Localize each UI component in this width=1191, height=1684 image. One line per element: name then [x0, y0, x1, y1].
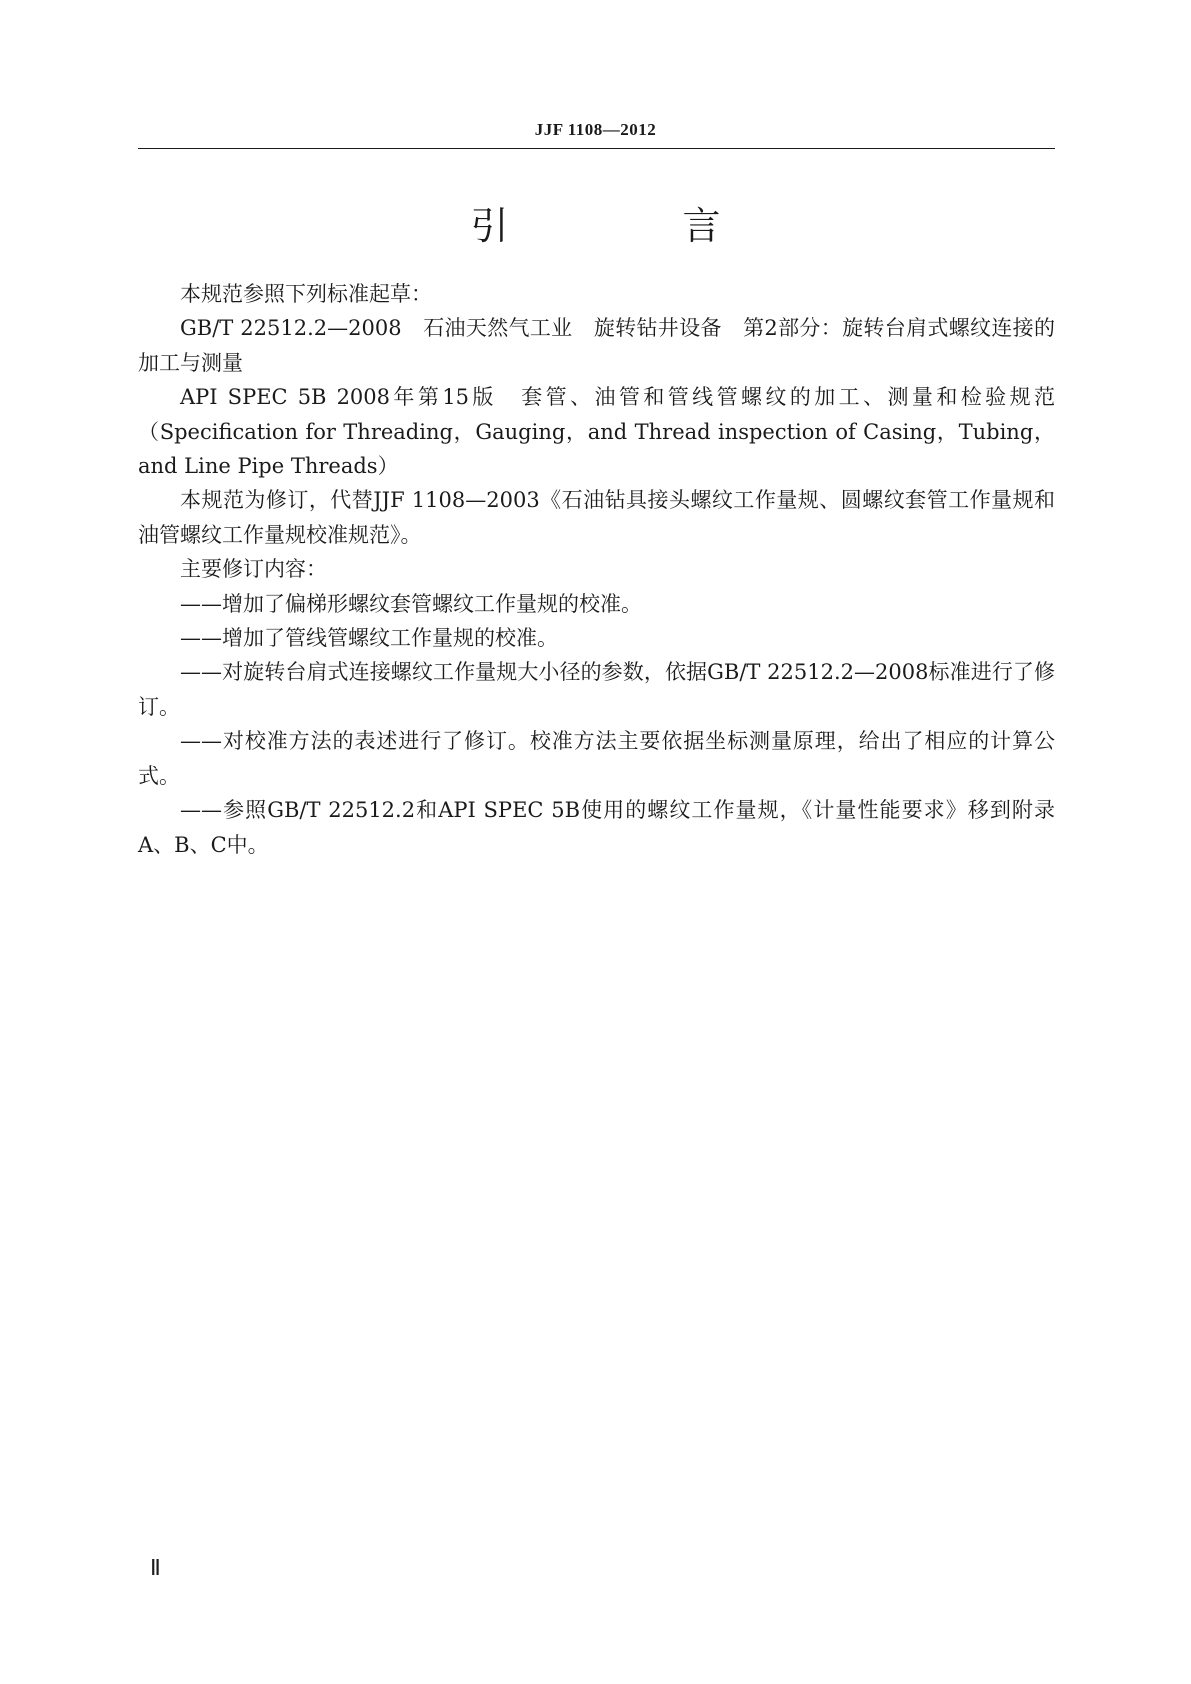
paragraph-reference-gbt: GB/T 22512.2—2008 石油天然气工业 旋转钻井设备 第2部分：旋转台肩式螺纹连接的加工与测量: [138, 316, 1055, 375]
header-document-code: JJF 1108—2012: [534, 120, 657, 139]
body-text: [138, 277, 1055, 862]
header-divider: [138, 148, 1055, 149]
list-item-revision: ——增加了偏梯形螺纹套管螺纹工作量规的校准。: [180, 591, 642, 616]
list-item-revision: ——参照GB/T 22512.2和API SPEC 5B使用的螺纹工作量规，《计量性能要求》移到附录A、B、C中。: [138, 798, 1055, 857]
paragraph-reference-api: API SPEC 5B 2008年第15版 套管、油管和管线管螺纹的加工、测量和检验规范（Specification for Threading，Gauging，and Thread inspection of Casing，Tubing，and Line Pipe Threads）: [138, 385, 1055, 479]
list-item-revision: ——对旋转台肩式连接螺纹工作量规大小径的参数，依据GB/T 22512.2—2008标准进行了修订。: [138, 660, 1055, 719]
list-item-revision: ——对校准方法的表述进行了修订。校准方法主要依据坐标测量原理，给出了相应的计算公式。: [138, 729, 1055, 788]
page-number: Ⅱ: [150, 1555, 161, 1580]
page-title: 引 言: [470, 204, 789, 248]
paragraph-revision-heading: 主要修订内容：: [180, 557, 327, 582]
paragraph-revision-note: 本规范为修订，代替JJF 1108—2003《石油钻具接头螺纹工作量规、圆螺纹套管工作量规和油管螺纹工作量规校准规范》。: [138, 488, 1055, 547]
paragraph-drafting-basis: 本规范参照下列标准起草：: [180, 282, 432, 306]
list-item-revision: ——增加了管线管螺纹工作量规的校准。: [180, 626, 558, 651]
